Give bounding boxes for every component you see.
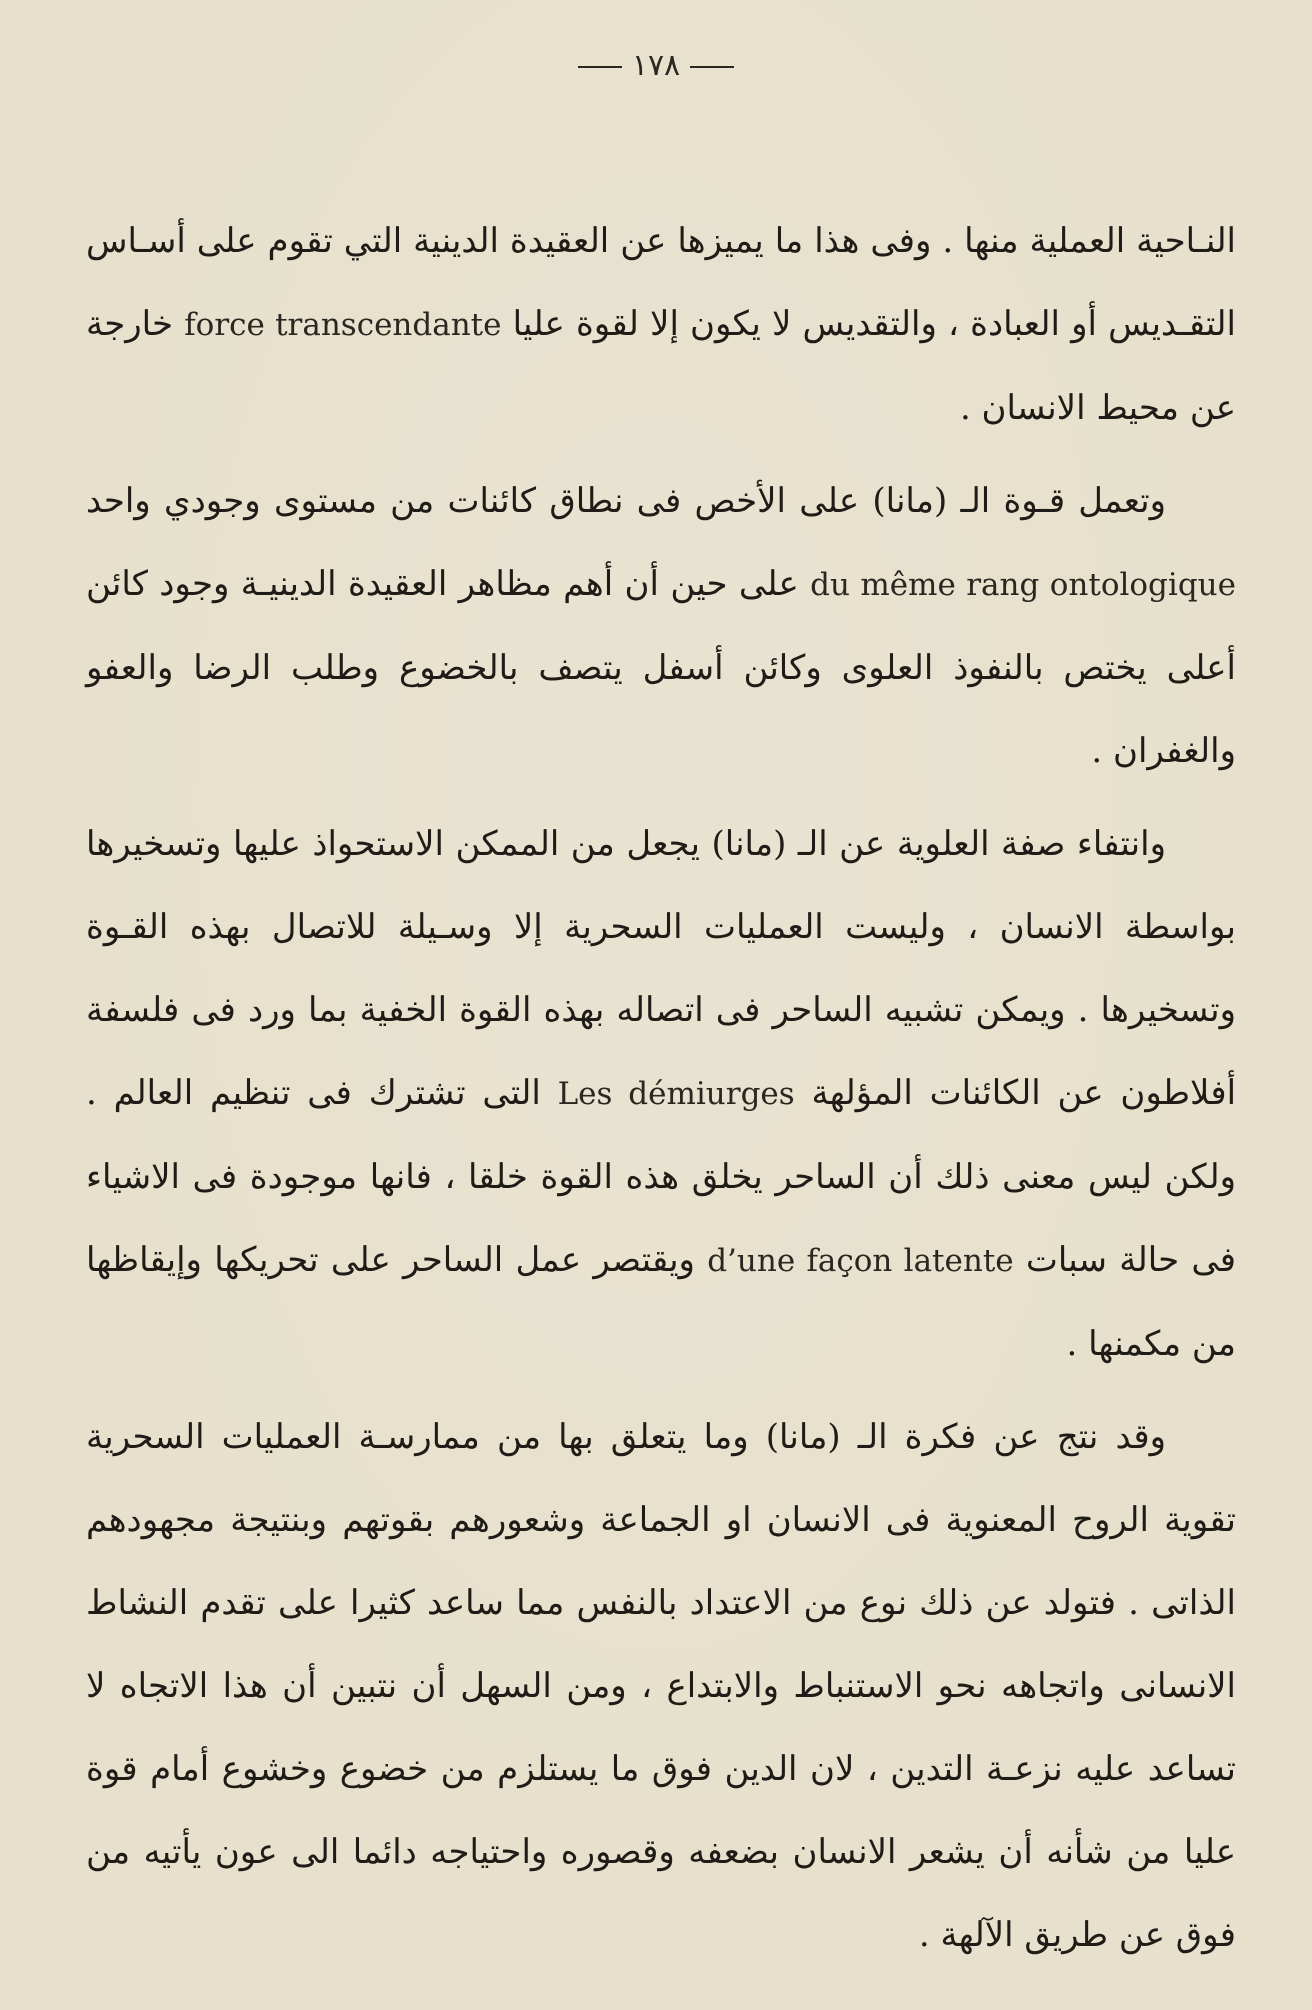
page-number-text: ١٧٨ <box>631 48 681 83</box>
text-segment: ويقتصر عمل الساحر على تحريكها وإيقاظها من مكمنها . <box>86 1240 1236 1364</box>
paragraph-2 <box>86 460 1236 793</box>
body-text <box>86 200 1236 1977</box>
latin-term: force transcendante <box>184 307 502 343</box>
text-segment: خارجة عن محيط الانسان . <box>86 304 1236 428</box>
paragraph-4 <box>86 1396 1236 1977</box>
page-number-right-dash <box>690 66 734 68</box>
latin-term: Les démiurges <box>557 1076 795 1112</box>
page-number <box>0 48 1312 83</box>
paragraph-1 <box>86 200 1236 450</box>
text-segment: وقد نتج عن فكرة الـ (مانا) وما يتعلق بها من ممارسـة العمليات السحرية تقوية الروح المعنوية فى الانسان او الجماعة وشعورهم بقوتهم وبنتيجة مجهودهم الذاتى . فتولد عن ذلك نوع من الاعتداد بالنفس مما ساعد كثيرا على تقدم النشاط الانسانى واتجاهه نحو الاستنباط والابتداع ، ومن السهل أن نتبين أن هذا الاتجاه لا تساعد عليه نزعـة التدين ، لان الدين فوق ما يستلزم من خضوع وخشوع أمام قوة عليا من شأنه أن يشعر الانسان بضعفه وقصوره واحتياجه دائما الى عون يأتيه من فوق عن طريق الآلهة . <box>86 1417 1236 1955</box>
page-number-left-dash <box>578 66 622 68</box>
text-segment: وانتفاء صفة العلوية عن الـ (مانا) يجعل من الممكن الاستحواذ عليها وتسخيرها بواسطة الانسان ، وليست العمليات السحرية إلا وسـيلة للاتصال بهذه القـوة وتسخيرها . ويمكن تشبيه الساحر فى اتصاله بهذه القوة الخفية بما ورد فى فلسفة أفلاطون عن الكائنات المؤلهة <box>86 824 1237 1113</box>
latin-term: d’une façon latente <box>707 1243 1014 1279</box>
text-segment: التى تشترك فى تنظيم العالم . ولكن ليس معنى ذلك أن الساحر يخلق هذه القوة خلقا ، فانها موجودة فى الاشياء فى حالة سبات <box>86 1073 1236 1280</box>
text-segment: على حين أن أهم مظاهر العقيدة الدينيـة وجود كائن أعلى يختص بالنفوذ العلوى وكائن أسفل يتصف بالخضوع وطلب الرضا والعفو والغفران . <box>86 564 1236 771</box>
text-segment: النـاحية العملية منها . وفى هذا ما يميزها عن العقيدة الدينية التي تقوم على أسـاس التقـديس أو العبادة ، والتقديس لا يكون إلا لقوة عليا <box>86 221 1236 344</box>
text-segment: وتعمل قـوة الـ (مانا) على الأخص فى نطاق كائنات من مستوى وجودي واحد <box>86 481 1166 521</box>
latin-term: du même rang ontologique <box>810 567 1236 603</box>
paragraph-3 <box>86 803 1236 1386</box>
